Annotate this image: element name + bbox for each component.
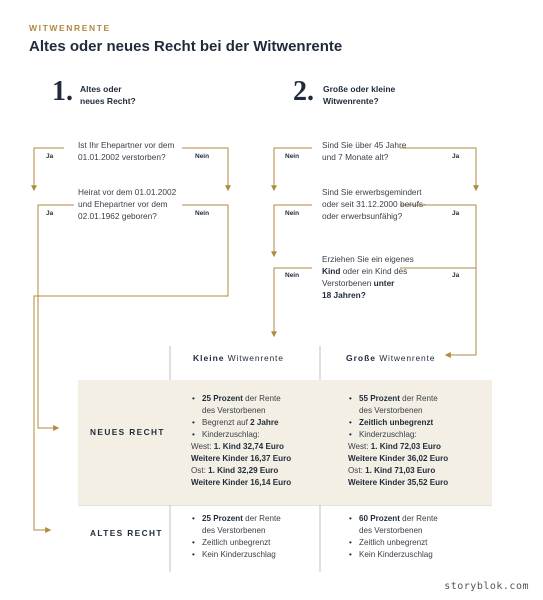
list-item: des Verstorbenen [359,526,423,535]
eyebrow-label: WITWENRENTE [29,23,111,33]
question-line [322,277,414,289]
list-item: • Kinderzuschlag: [348,429,448,441]
step-1-heading [80,83,136,107]
list-item [191,417,291,429]
cell-emphasis: 25 Prozent [202,514,243,523]
list-item: Weitere Kinder 36,02 Euro [348,454,449,463]
question-emphasis: 18 Jahren? [322,290,366,300]
cell-emphasis: 55 Prozent [359,394,400,403]
step-2-question-2 [322,186,426,222]
cell-text: der Rente [242,514,281,523]
label-ja-2a: Ja [452,153,460,160]
cell-emphasis: 1. Kind 72,03 Euro [370,442,441,451]
step-2-heading-line2: Witwenrente? [323,96,379,106]
question-line: Heirat vor dem 01.01.2002 [78,187,177,197]
step-1-question-2 [78,186,176,222]
question-line: und 7 Monate alt? [322,152,389,162]
list-item [348,465,448,477]
list-item [191,465,291,477]
question-line: Erziehen Sie ein eigenes [322,254,414,264]
cell-text: Ost: [348,466,366,475]
label-ja-1b: Ja [46,210,54,217]
list-item: des Verstorbenen [202,406,266,415]
list-item: des Verstorbenen [202,526,266,535]
question-line: 01.01.2002 verstorben? [78,152,166,162]
question-text: oder ein Kind des [340,266,408,276]
list-item [348,513,438,525]
step-2-heading [323,83,395,107]
cell-emphasis: 1. Kind 32,29 Euro [208,466,279,475]
list-item [348,417,448,429]
question-line: oder seit 31.12.2000 berufs- [322,199,426,209]
column-header-text: Witwenrente [224,353,284,363]
question-line: Sind Sie erwerbsgemindert [322,187,422,197]
cell-emphasis: 1. Kind 32,74 Euro [213,442,284,451]
cell-text: Begrenzt auf [202,418,251,427]
list-item [191,441,291,453]
list-item: • Kein Kinderzuschlag [348,549,438,561]
column-header-grosse [346,353,435,363]
question-emphasis: Kind [322,266,341,276]
list-item: des Verstorbenen [359,406,423,415]
step-2-heading-line1: Große oder kleine [323,84,396,94]
cell-text: der Rente [242,394,281,403]
label-nein-1b: Nein [195,210,210,217]
question-line [322,289,414,301]
step-1-heading-line1: Altes oder [80,84,122,94]
question-line [322,265,414,277]
list-item: • Zeitlich unbegrenzt [191,537,281,549]
connector-1-q2-ja [38,205,74,428]
cell-text: der Rente [399,514,438,523]
column-header-bold: Große [346,353,377,363]
cell-text: West: [348,442,371,451]
cell-emphasis: Zeitlich unbegrenzt [359,418,434,427]
list-item: • Kein Kinderzuschlag [191,549,281,561]
cell-emphasis: 1. Kind 71,03 Euro [365,466,436,475]
cell-alt-kleine [191,513,281,561]
question-text: Verstorbenen [322,278,374,288]
list-item: Weitere Kinder 16,37 Euro [191,454,292,463]
cell-emphasis: 60 Prozent [359,514,400,523]
cell-alt-grosse [348,513,438,561]
label-ja-1a: Ja [46,153,54,160]
question-line: Ist Ihr Ehepartner vor dem [78,140,175,150]
step-1-question-1 [78,139,174,163]
label-ja-2b: Ja [452,210,460,217]
list-item: • Zeitlich unbegrenzt [348,537,438,549]
cell-text: Ost: [191,466,209,475]
question-line: oder erwerbsunfähig? [322,211,403,221]
label-nein-2c: Nein [285,272,300,279]
list-item [348,393,448,405]
label-nein-2b: Nein [285,210,300,217]
list-item: • Kinderzuschlag: [191,429,291,441]
row-header-altes-recht: ALTES RECHT [90,528,163,538]
page-title: Altes oder neues Recht bei der Witwenrente [29,38,343,55]
column-header-kleine [193,353,284,363]
question-line: 02.01.1962 geboren? [78,211,157,221]
column-header-text: Witwenrente [376,353,436,363]
step-1-number: 1. [52,76,73,107]
connector-2-q1-ja [400,148,476,190]
label-nein-2a: Nein [285,153,300,160]
label-ja-2c: Ja [452,272,460,279]
step-2-question-3 [322,253,414,301]
step-2-number: 2. [293,76,314,107]
cell-neu-grosse [348,393,448,489]
cell-emphasis: 2 Jahre [250,418,279,427]
column-header-bold: Kleine [193,353,225,363]
list-item [348,441,448,453]
question-emphasis: unter [373,278,395,288]
list-item [191,513,281,525]
list-item: Weitere Kinder 35,52 Euro [348,478,449,487]
cell-text: der Rente [399,394,438,403]
label-nein-1a: Nein [195,153,210,160]
row-header-neues-recht: NEUES RECHT [90,427,165,437]
cell-neu-kleine [191,393,291,489]
cell-text: West: [191,442,214,451]
step-2-question-1 [322,139,406,163]
step-1-heading-line2: neues Recht? [80,96,136,106]
cell-emphasis: 25 Prozent [202,394,243,403]
list-item [191,393,291,405]
question-line: Sind Sie über 45 Jahre [322,140,407,150]
question-line: und Ehepartner vor dem [78,199,168,209]
list-item: Weitere Kinder 16,14 Euro [191,478,292,487]
watermark: storyblok.com [444,581,529,592]
